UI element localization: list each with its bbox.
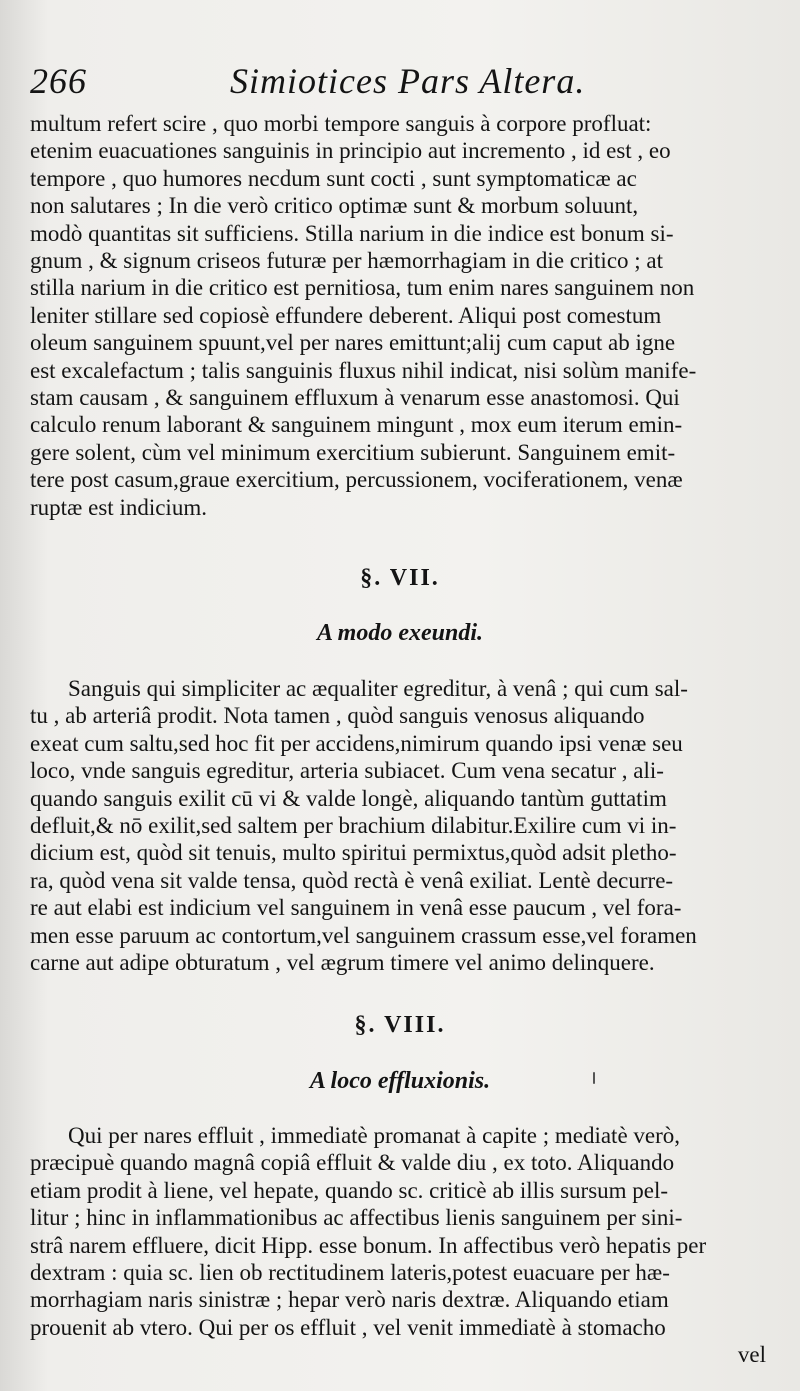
text-line: defluit,& nō exilit,sed saltem per brachium dilabitur.Exilire cum vi in- <box>30 813 677 839</box>
section-subtitle-7: A modo exeundi. <box>316 620 484 646</box>
text-line: tu , ab arteriâ prodit. Nota tamen , quòd sanguis venosus aliquando <box>30 703 645 729</box>
catchword: vel <box>737 1342 766 1368</box>
text-line: morrhagiam naris sinistræ ; hepar verò naris dextræ. Aliquando etiam <box>30 1287 669 1313</box>
text-line: præcipuè quando magnâ copiâ effluit & valde diu , ex toto. Aliquando <box>30 1150 675 1176</box>
text-line: gere solent, cùm vel minimum exercitium subierunt. Sanguinem emit- <box>30 439 676 465</box>
paragraph-section-8 <box>30 1122 766 1369</box>
paragraph-section-7 <box>30 675 766 976</box>
text-line: modò quantitas sit sufficiens. Stilla narium in die indice est bonum si- <box>30 220 674 246</box>
section-subtitle-8: A loco effluxionis. <box>309 1068 491 1094</box>
page-number: 266 <box>30 61 87 101</box>
text-line: dicium est, quòd sit tenuis, multo spiritui permixtus,quòd adsit pletho- <box>30 840 677 866</box>
text-line: men esse paruum ac contortum,vel sanguinem crassum esse,vel foramen <box>30 922 697 948</box>
paragraph-1 <box>30 110 766 521</box>
page-header <box>30 52 740 102</box>
section-heading-8: §. VIII. <box>354 1012 446 1038</box>
text-line: non salutares ; In die verò critico optimæ sunt & morbum soluunt, <box>30 193 639 219</box>
text-line: dextram : quia sc. lien ob rectitudinem lateris,potest euacuare per hæ- <box>30 1260 670 1286</box>
ink-speck <box>593 1072 595 1084</box>
text-line: calculo renum laborant & sanguinem mingunt , mox eum iterum emin- <box>30 412 683 438</box>
text-line: est excalefactum ; talis sanguinis fluxus nihil indicat, nisi solùm manife- <box>30 357 697 383</box>
text-line: carne aut adipe obturatum , vel ægrum timere vel animo delinquere. <box>30 950 655 976</box>
text-line: quando sanguis exilit cū vi & valde longè, aliquando tantùm guttatim <box>30 785 667 811</box>
text-line: re aut elabi est indicium vel sanguinem in venâ esse paucum , vel fora- <box>30 895 682 921</box>
text-line: multum refert scire , quo morbi tempore sanguis à corpore profluat: <box>30 111 652 136</box>
text-line: leniter stillare sed copiosè effundere deberent. Aliqui post comestum <box>30 302 662 328</box>
text-line: Sanguis qui simpliciter ac æqualiter egreditur, à venâ ; qui cum sal- <box>68 676 688 701</box>
text-line: Qui per nares effluit , immediatè promanat à capite ; mediatè verò, <box>68 1123 681 1148</box>
text-line: tempore , quo humores necdum sunt cocti , sunt symptomaticæ ac <box>30 165 637 191</box>
text-line: exeat cum saltu,sed hoc fit per accidens,nimirum quando ipsi venæ seu <box>30 730 683 756</box>
text-line: tere post casum,graue exercitium, percussionem, vociferationem, venæ <box>30 467 683 493</box>
text-line: litur ; hinc in inflammationibus ac affectibus lienis sanguinem per sini- <box>30 1205 683 1231</box>
text-line: etenim euacuationes sanguinis in principio aut incremento , id est , eo <box>30 138 671 164</box>
text-line: ruptæ est indicium. <box>30 494 207 520</box>
section-heading-7: §. VII. <box>360 565 440 591</box>
text-line: oleum sanguinem spuunt,vel per nares emittunt;alij cum caput ab igne <box>30 330 676 356</box>
text-line: strâ narem effluere, dicit Hipp. esse bonum. In affectibus verò hepatis per <box>30 1232 707 1258</box>
text-line: gnum , & signum criseos futuræ per hæmorrhagiam in die critico ; at <box>30 248 664 274</box>
running-title: Simiotices Pars Altera. <box>230 61 586 101</box>
text-line: ra, quòd vena sit valde tensa, quòd rectà è venâ exiliat. Lentè decurre- <box>30 867 674 893</box>
text-line: loco, vnde sanguis egreditur, arteria subiacet. Cum vena secatur , ali- <box>30 758 664 784</box>
text-line: stilla narium in die critico est pernitiosa, tum enim nares sanguinem non <box>30 275 695 301</box>
text-line: prouenit ab vtero. Qui per os effluit , vel venit immediatè à stomacho <box>30 1314 666 1340</box>
text-line: stam causam , & sanguinem effluxum à venarum esse anastomosi. Qui <box>30 385 680 411</box>
text-line: etiam prodit à liene, vel hepate, quando sc. criticè ab illis sursum pel- <box>30 1177 669 1203</box>
